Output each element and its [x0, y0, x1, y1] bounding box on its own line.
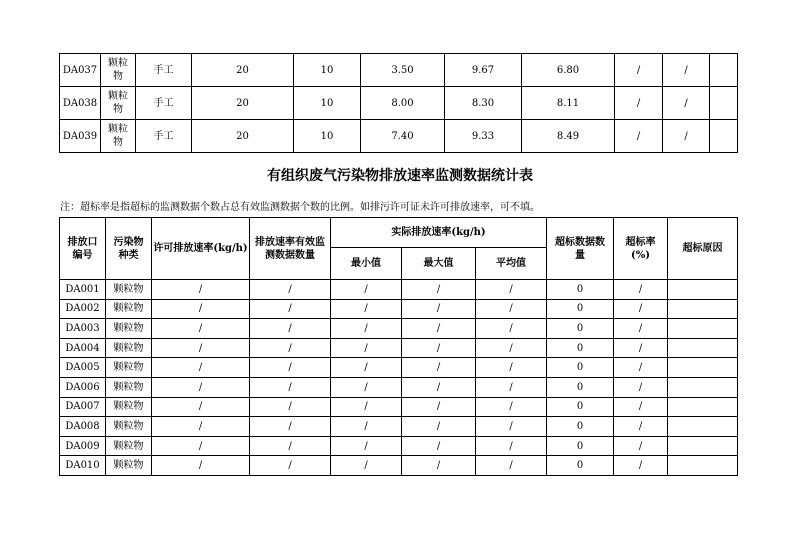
table-cell: 9.33: [445, 120, 522, 153]
table-row: [60, 319, 738, 339]
table-cell: /: [152, 299, 250, 319]
table-row: [60, 120, 738, 153]
table-cell: 0: [547, 280, 614, 300]
table-cell: 颗粒 物: [101, 87, 136, 120]
header-valid-count: 排放速率有效监 测数据数量: [250, 218, 331, 280]
table-cell: /: [476, 299, 547, 319]
table-cell: /: [476, 280, 547, 300]
table-cell: /: [250, 319, 331, 339]
table-cell: /: [152, 338, 250, 358]
table-cell: /: [402, 436, 476, 456]
table-cell: 8.00: [361, 87, 445, 120]
table-cell: 7.40: [361, 120, 445, 153]
table-cell: /: [476, 338, 547, 358]
table-cell: /: [476, 436, 547, 456]
table-cell: 20: [192, 120, 294, 153]
table-cell: /: [402, 377, 476, 397]
table-cell: 颗粒物: [106, 417, 152, 437]
table-cell: /: [614, 299, 668, 319]
table-cell: /: [402, 358, 476, 378]
table-cell: 手工: [136, 54, 192, 87]
table-cell: 手工: [136, 87, 192, 120]
table-cell: /: [614, 358, 668, 378]
table-cell: /: [614, 417, 668, 437]
table-cell: /: [614, 436, 668, 456]
table-cell: [668, 280, 738, 300]
table-cell: /: [152, 417, 250, 437]
table-cell: /: [614, 319, 668, 339]
table-cell: 0: [547, 299, 614, 319]
table-cell: DA004: [60, 338, 106, 358]
table-cell: 8.49: [522, 120, 615, 153]
table-cell: /: [152, 280, 250, 300]
table-cell: [668, 319, 738, 339]
table-cell: /: [402, 338, 476, 358]
table-row: [60, 377, 738, 397]
table-cell: 颗粒物: [106, 358, 152, 378]
table-cell: [668, 397, 738, 417]
table-cell: 10: [294, 120, 361, 153]
table-cell: /: [331, 338, 402, 358]
table-cell: /: [614, 377, 668, 397]
header-outlet-id: 排放口 编号: [60, 218, 106, 280]
table-note: 注：超标率是指超标的监测数据个数占总有效监测数据个数的比例。如排污许可证未许可排放速率，可不填。: [60, 202, 540, 213]
table-cell: /: [614, 280, 668, 300]
table-row: [60, 338, 738, 358]
table-row: [60, 299, 738, 319]
table-cell: /: [331, 319, 402, 339]
table-cell: 10: [294, 87, 361, 120]
table-cell: [668, 456, 738, 476]
table-cell: DA005: [60, 358, 106, 378]
table-row: [60, 87, 738, 120]
table-cell: /: [615, 54, 663, 87]
header-max: 最大值: [402, 248, 476, 280]
table-cell: DA002: [60, 299, 106, 319]
header-exceed-count: 超标数据数 量: [547, 218, 614, 280]
table-cell: DA006: [60, 377, 106, 397]
table-cell: 颗粒物: [106, 299, 152, 319]
table-cell: 0: [547, 377, 614, 397]
table-cell: 20: [192, 87, 294, 120]
table-cell: [710, 87, 738, 120]
table-cell: 8.11: [522, 87, 615, 120]
table-cell: 颗粒 物: [101, 120, 136, 153]
table-row: [60, 456, 738, 476]
table-cell: /: [476, 456, 547, 476]
table-cell: /: [331, 377, 402, 397]
table-cell: /: [152, 319, 250, 339]
table-cell: 0: [547, 397, 614, 417]
table-cell: 3.50: [361, 54, 445, 87]
table-cell: DA001: [60, 280, 106, 300]
table-cell: DA038: [60, 87, 101, 120]
table-cell: 颗粒物: [106, 377, 152, 397]
table-cell: /: [152, 397, 250, 417]
table-cell: /: [152, 377, 250, 397]
table-cell: /: [331, 280, 402, 300]
table-cell: /: [250, 358, 331, 378]
table-row: [60, 358, 738, 378]
header-permitted-rate: 许可排放速率(kg/h): [152, 218, 250, 280]
table-cell: /: [250, 456, 331, 476]
table-cell: /: [331, 358, 402, 378]
table-cell: DA037: [60, 54, 101, 87]
table-row: [60, 417, 738, 437]
table-cell: /: [250, 417, 331, 437]
table-cell: /: [402, 319, 476, 339]
table-cell: 颗粒物: [106, 338, 152, 358]
table-cell: /: [152, 456, 250, 476]
table-cell: /: [402, 299, 476, 319]
table-cell: 0: [547, 417, 614, 437]
page-title: 有组织废气污染物排放速率监测数据统计表: [267, 168, 533, 184]
table-cell: /: [152, 436, 250, 456]
table-cell: DA003: [60, 319, 106, 339]
table-row: [60, 280, 738, 300]
table-cell: [668, 338, 738, 358]
table-cell: DA039: [60, 120, 101, 153]
table-cell: /: [331, 417, 402, 437]
table-cell: /: [331, 436, 402, 456]
table-cell: 颗粒物: [106, 456, 152, 476]
table-cell: /: [615, 120, 663, 153]
header-actual-rate: 实际排放速率(kg/h): [331, 218, 547, 248]
table-cell: /: [476, 397, 547, 417]
table-cell: 颗粒物: [106, 397, 152, 417]
table-cell: /: [614, 338, 668, 358]
table-cell: 0: [547, 456, 614, 476]
header-avg: 平均值: [476, 248, 547, 280]
table-cell: /: [663, 54, 710, 87]
table-cell: [710, 54, 738, 87]
table-cell: /: [250, 280, 331, 300]
table-cell: /: [614, 456, 668, 476]
table-cell: 9.67: [445, 54, 522, 87]
table-cell: 6.80: [522, 54, 615, 87]
table-cell: [668, 377, 738, 397]
table-cell: 10: [294, 54, 361, 87]
table-cell: /: [331, 397, 402, 417]
table-cell: 8.30: [445, 87, 522, 120]
table-row: [60, 397, 738, 417]
table-cell: /: [476, 377, 547, 397]
table-cell: /: [250, 299, 331, 319]
table-cell: /: [402, 456, 476, 476]
table-cell: /: [476, 417, 547, 437]
header-exceed-reason: 超标原因: [668, 218, 738, 280]
table-cell: 0: [547, 436, 614, 456]
emission-rate-table: [59, 217, 738, 476]
table-cell: DA010: [60, 456, 106, 476]
table-cell: /: [402, 397, 476, 417]
header-exceed-rate: 超标率 (%): [614, 218, 668, 280]
table-cell: /: [476, 358, 547, 378]
table-cell: [668, 299, 738, 319]
table-cell: [668, 436, 738, 456]
table-cell: /: [250, 397, 331, 417]
table-cell: 手工: [136, 120, 192, 153]
table-cell: 颗粒 物: [101, 54, 136, 87]
table-row: [60, 436, 738, 456]
table-cell: /: [663, 120, 710, 153]
table-cell: [710, 120, 738, 153]
table-cell: 颗粒物: [106, 319, 152, 339]
table-cell: DA009: [60, 436, 106, 456]
previous-data-table: [59, 53, 738, 153]
table-cell: /: [152, 358, 250, 378]
table-cell: 0: [547, 358, 614, 378]
table-cell: [668, 358, 738, 378]
table-row: [60, 54, 738, 87]
table-cell: /: [402, 280, 476, 300]
table-cell: /: [614, 397, 668, 417]
header-min: 最小值: [331, 248, 402, 280]
table-cell: [668, 417, 738, 437]
table-cell: /: [331, 299, 402, 319]
table-cell: 颗粒物: [106, 280, 152, 300]
header-pollutant: 污染物 种类: [106, 218, 152, 280]
table-cell: 颗粒物: [106, 436, 152, 456]
table-cell: /: [250, 377, 331, 397]
table-cell: 0: [547, 319, 614, 339]
table-cell: /: [250, 436, 331, 456]
table-cell: 20: [192, 54, 294, 87]
table-cell: DA007: [60, 397, 106, 417]
table-cell: DA008: [60, 417, 106, 437]
table-cell: /: [476, 319, 547, 339]
table-cell: /: [250, 338, 331, 358]
table-cell: /: [663, 87, 710, 120]
table-cell: 0: [547, 338, 614, 358]
table-cell: /: [615, 87, 663, 120]
table-cell: /: [402, 417, 476, 437]
table-cell: /: [331, 456, 402, 476]
